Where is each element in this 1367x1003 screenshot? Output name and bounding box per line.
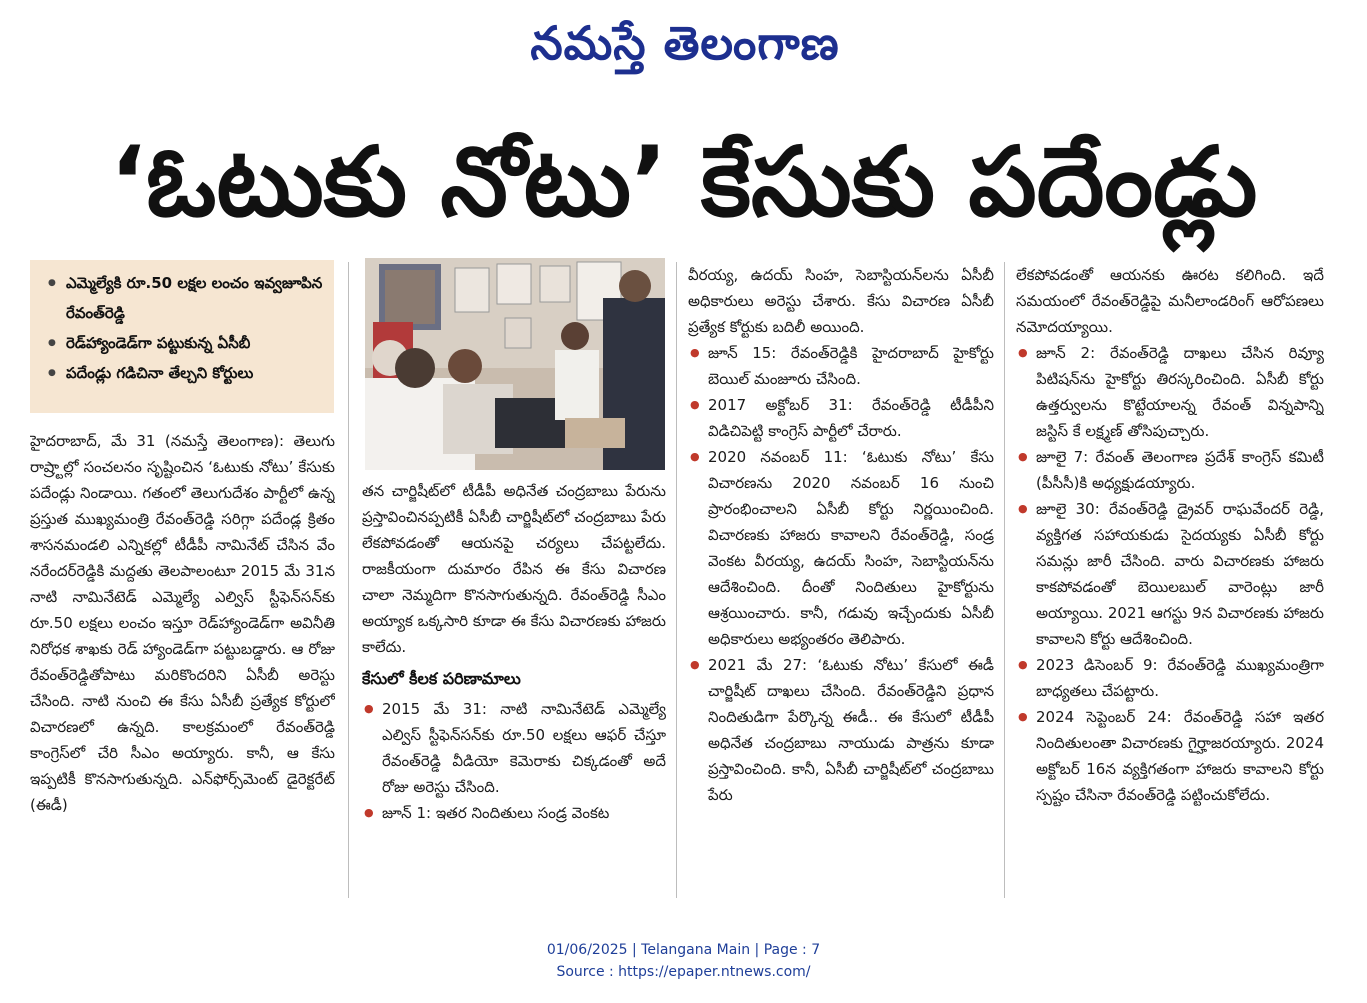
- highlight-item: ● రెడ్‌హ్యాండెడ్‌గా పట్టుకున్న ఏసీబీ: [48, 328, 324, 358]
- highlight-item: ● పదేండ్లు గడిచినా తేల్చని కోర్టులు: [48, 358, 324, 388]
- timeline-item: ● 2015 మే 31: నాటి నామినేటెడ్ ఎమ్మెల్యే ఎల్విస్ స్టీఫెన్‌సన్‌కు రూ.50 లక్షలు ఆఫర్ చేస్తూ రేవంత్‌రెడ్డి వీడియో కెమెరాకు చిక్కడంతో అదే రోజు అరెస్టు చేసింది.: [362, 696, 666, 800]
- highlights-box: [30, 260, 334, 413]
- article-paragraph: హైదరాబాద్, మే 31 (నమస్తే తెలంగాణ): తెలుగు రాష్ర్టాల్లో సంచలనం సృష్టించిన ‘ఓటుకు నోటు’ కేసుకు పదేండ్లు నిండాయి. గతంలో తెలుగుదేశం పార్టీలో ఉన్న ప్రస్తుత ముఖ్యమంత్రి రేవంత్‌రెడ్డి సరిగ్గా పదేండ్ల క్రితం శాసనమండలి ఎన్నికల్లో టీడీపీ నామినేట్ చేసిన వేం నరేందర్‌రెడ్డికి మద్దతు తెలపాలంటూ 2015 మే 31న నాటి నామినేటెడ్ ఎమ్మెల్యే ఎల్విస్ స్టీఫెన్‌సన్‌కు రూ.50 లక్షలు లంచం ఇస్తూ రెడ్‌హ్యాండెడ్‌గా అవినీతి నిరోధక శాఖకు రెడ్ హ్యాండెడ్‌గా పట్టుబడ్డారు. ఆ రోజు రేవంత్‌రెడ్డితోపాటు మరికొందరిని ఏసీబీ అరెస్టు చేసింది. నాటి నుంచి ఈ కేసు ఏసీబీ ప్రత్యేక కోర్టులో విచారణలో ఉన్నది. కాలక్రమంలో రేవంత్‌రెడ్డి కాంగ్రెస్‌లో చేరి సీఎం అయ్యారు. కానీ, ఆ కేసు ఇప్పటికీ కొనసాగుతున్నది. ఎన్‌ఫోర్స్‌మెంట్ డైరెక్టరేట్ (ఈడీ): [30, 432, 335, 814]
- timeline-item: ● జూన్ 2: రేవంత్‌రెడ్డి దాఖలు చేసిన రివ్యూ పిటిషన్‌ను హైకోర్టు తిరస్కరించింది. ఏసీబీ కోర్టు ఉత్తర్వులను కొట్టేయాలన్న రేవంత్ విన్నపాన్ని జస్టిస్ కే లక్ష్మణ్ తోసిపుచ్చారు.: [1016, 340, 1324, 444]
- article-paragraph: వీరయ్య, ఉదయ్ సింహ, సెబాస్టియన్‌లను ఏసీబీ అధికారులు అరెస్టు చేశారు. కేసు విచారణ ఏసీబీ ప్రత్యేక కోర్టుకు బదిలీ అయింది.: [688, 266, 994, 336]
- article-column-2: [362, 478, 666, 898]
- timeline-item: ● 2023 డిసెంబర్ 9: రేవంత్‌రెడ్డి ముఖ్యమంత్రిగా బాధ్యతలు చేపట్టారు.: [1016, 652, 1324, 704]
- footer-edition-info: 01/06/2025 | Telangana Main | Page : 7: [546, 942, 821, 958]
- column-rule: [348, 262, 349, 898]
- article-photo: [365, 258, 665, 470]
- footer-source-link[interactable]: Source : https://epaper.ntnews.com/: [556, 964, 811, 980]
- timeline-item: ● జూలై 7: రేవంత్ తెలంగాణ ప్రదేశ్ కాంగ్రెస్ కమిటీ (పీసీసీ)కి అధ్యక్షుడయ్యారు.: [1016, 444, 1324, 496]
- timeline-item: ● 2021 మే 27: ‘ఓటుకు నోటు’ కేసులో ఈడీ చార్జిషీట్ దాఖలు చేసింది. రేవంత్‌రెడ్డిని ప్రధాన నిందితుడిగా పేర్కొన్న ఈడీ.. ఈ కేసులో టీడీపీ అధినేత చంద్రబాబు నాయుడు పాత్రను కూడా ప్రస్తావించింది. కానీ, ఏసీబీ చార్జిషీట్‌లో చంద్రబాబు పేరు: [688, 652, 994, 808]
- column-rule: [676, 262, 677, 898]
- timeline-item: ● 2024 సెప్టెంబర్ 24: రేవంత్‌రెడ్డి సహా ఇతర నిందితులంతా విచారణకు గైర్హాజరయ్యారు. 2024 అక్టోబర్ 16న వ్యక్తిగతంగా హాజరు కావాలని కోర్టు స్పష్టం చేసినా రేవంత్‌రెడ్డి పట్టించుకోలేదు.: [1016, 704, 1324, 808]
- timeline-item: ● జూన్ 1: ఇతర నిందితులు సండ్ర వెంకట: [362, 800, 666, 826]
- photo-illustration: [365, 258, 665, 470]
- article-paragraph: లేకపోవడంతో ఆయనకు ఊరట కలిగింది. ఇదే సమయంలో రేవంత్‌రెడ్డిపై మనీలాండరింగ్ ఆరోపణలు నమోదయ్యాయి.: [1016, 266, 1324, 336]
- timeline-item: ● 2020 నవంబర్ 11: ‘ఓటుకు నోటు’ కేసు విచారణను 2020 నవంబర్ 16 నుంచి ప్రారంభించాలని ఏసీబీ కోర్టు నిర్ణయించింది. విచారణకు హాజరు కావాలని రేవంత్‌రెడ్డి, సండ్ర వెంకట వీరయ్య, ఉదయ్ సింహ, సెబాస్టియన్‌ను ఆదేశించింది. దీంతో నిందితులు హైకోర్టును ఆశ్రయించారు. కానీ, గడువు ఇచ్చేందుకు ఏసీబీ అధికారులు అభ్యంతరం తెలిపారు.: [688, 444, 994, 652]
- highlight-item: ● ఎమ్మెల్యేకి రూ.50 లక్షల లంచం ఇవ్వజూపిన రేవంత్‌రెడ్డి: [48, 268, 324, 328]
- timeline-item: ● జూన్ 15: రేవంత్‌రెడ్డికి హైదరాబాద్ హైకోర్టు బెయిల్ మంజూరు చేసింది.: [688, 340, 994, 392]
- article-headline: ‘ఓటుకు నోటు’ కేసుకు పదేండ్లు: [109, 126, 1258, 238]
- article-paragraph: తన చార్జిషీట్‌లో టీడీపీ అధినేత చంద్రబాబు పేరును ప్రస్తావించినప్పటికీ ఏసీబీ చార్జిషీట్‌లో చంద్రబాబు పేరు లేకపోవడంతో ఆయనపై చర్యలు చేపట్టలేదు. రాజకీయంగా దుమారం రేపిన ఈ కేసు విచారణ చాలా నెమ్మదిగా కొనసాగుతున్నది. రేవంత్‌రెడ్డి సీఎం అయ్యాక ఒక్కసారి కూడా ఈ కేసు విచారణకు హాజరు కాలేదు.: [362, 482, 666, 656]
- timeline-item: ● జూలై 30: రేవంత్‌రెడ్డి డ్రైవర్ రాఘవేందర్ రెడ్డి, వ్యక్తిగత సహాయకుడు సైదయ్యకు ఏసీబీ కోర్టు సమన్లు జారీ చేసింది. వారు విచారణకు హాజరు కాకపోవడంతో బెయిలబుల్ వారెంట్లు జారీ అయ్యాయి. 2021 ఆగస్టు 9న విచారణకు హాజరు కావాలని కోర్టు ఆదేశించింది.: [1016, 496, 1324, 652]
- timeline-item: ● 2017 అక్టోబర్ 31: రేవంత్‌రెడ్డి టీడీపీని విడిచిపెట్టి కాంగ్రెస్ పార్టీలో చేరారు.: [688, 392, 994, 444]
- column-rule: [1004, 262, 1005, 898]
- article-column-1: [30, 428, 335, 898]
- article-column-4: [1016, 262, 1324, 898]
- timeline-subhead: కేసులో కీలక పరిణామాలు: [362, 669, 521, 688]
- article-column-3: [688, 262, 994, 898]
- newspaper-masthead: నమస్తే తెలంగాణ: [530, 16, 840, 70]
